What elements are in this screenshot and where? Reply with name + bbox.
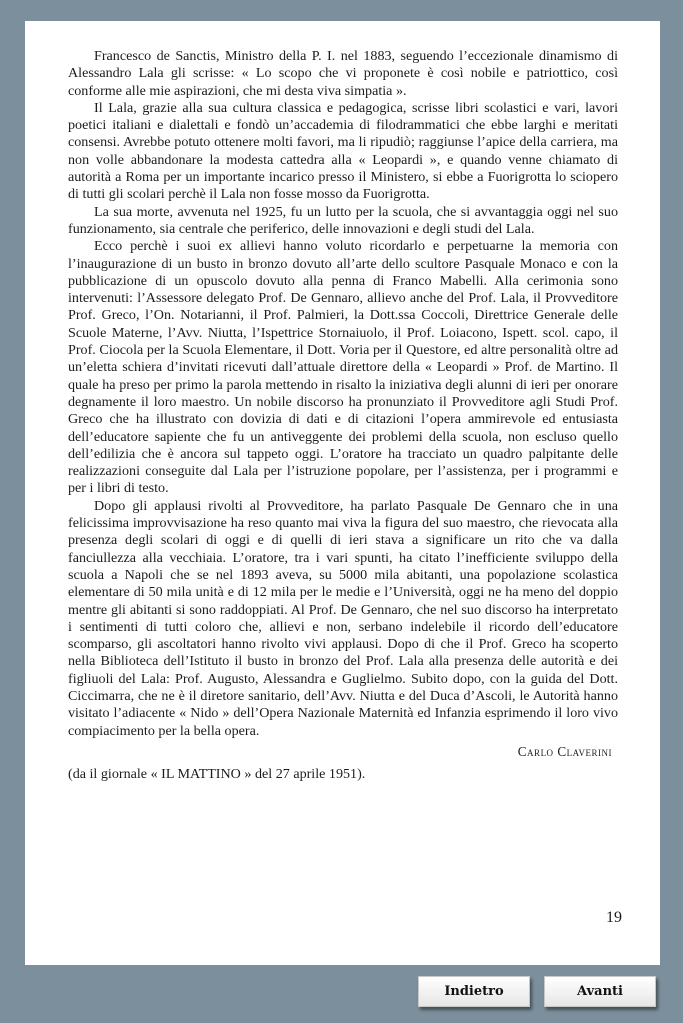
paragraph: Ecco perchè i suoi ex allievi hanno voluto ricordarlo e perpetuarne la memoria con l’inaugurazione di un busto in bronzo dovuto all’arte dello scultore Pasquale Monaco e con la pubblicazione di un opuscolo dovuto alla penna di Franco Mabelli. Alla cerimonia sono intervenuti: l’Assessore delegato Prof. De Gennaro, allievo anche del Prof. Lala, il Provveditore Prof. Greco, l’On. Notarianni, il Prof. Palmieri, la Dott.ssa Coccoli, Direttrice Generale delle Scuole Materne, l’Avv. Niutta, l’Ispettrice Stornaiuolo, il Prof. Loiacono, Ispett. scol. capo, il Prof. Ciocola per la Scuola Elementare, il Dott. Voria per il Questore, ed altre personalità oltre ad un’eletta schiera d’invitati ricevuti dall’attuale direttore della « Leopardi » Prof. de Martino. Il quale ha preso per primo la parola mettendo in risalto la iniziativa degli alunni di ieri per onorare degnamente il loro maestro. Un nobile discorso ha pronunziato il Provveditore agli Studi Prof. Greco che ha illustrato con dovizia di dati e di citazioni l’opera ammirevole ed entusiasta dell’educatore sapiente che fu un antiveggente dei problemi della scuola, non escluso quello dell’edilizia che è ancora sul tappeto oggi. L’oratore ha tracciato un quadro palpitante delle realizzazioni conseguite dal Lala per l’istruzione popolare, per l’assistenza, per i programmi e per i libri di testo. <box>68 238 618 497</box>
paragraph: Il Lala, grazie alla sua cultura classica e pedagogica, scrisse libri scolastici e vari, lavori poetici italiani e dialettali e fondò un’accademia di filodrammatici che ebbe larghi e meritati consensi. Avrebbe potuto ottenere molti favori, ma li ripudiò; raggiunse l’apice della carriera, ma non volle abbandonare la modesta cattedra alla « Leopardi », e quando venne chiamato di autorità a Roma per un importante incarico presso il Ministero, si ebbe a Fuorigrotta lo sciopero di tutti gli scolari perchè il Lala non fosse mosso da Fuorigrotta. <box>68 99 618 203</box>
article-text <box>68 48 618 783</box>
paragraph: La sua morte, avvenuta nel 1925, fu un lutto per la scuola, che si avvantaggia oggi nel suo funzionamento, sia centrale che periferico, delle innovazioni e degli studi del Lala. <box>68 203 618 237</box>
next-button[interactable]: Avanti <box>544 976 656 1007</box>
back-button[interactable]: Indietro <box>418 976 530 1007</box>
page-number: 19 <box>606 909 622 926</box>
document-page <box>25 21 660 965</box>
paragraph: Francesco de Sanctis, Ministro della P. I. nel 1883, seguendo l’eccezionale dinamismo di Alessandro Lala gli scrisse: « Lo scopo che vi proponete è così nobile e patriottico, così conforme alle mie aspirazioni, che mi desta viva simpatia ». <box>68 48 618 99</box>
author-signature: Carlo Claverini <box>517 743 612 759</box>
source-note: (da il giornale « IL MATTINO » del 27 aprile 1951). <box>68 766 366 783</box>
paragraph: Dopo gli applausi rivolti al Provveditore, ha parlato Pasquale De Gennaro che in una felicissima improvvisazione ha reso quanto mai viva la figura del suo maestro, che rievocata alla presenza degli scolari di oggi e di quelli di ieri stava a significare un rito che va dalla fanciullezza alla vecchiaia. L’oratore, tra i vari spunti, ha citato l’inefficiente sviluppo della scuola a Napoli che se nel 1893 aveva, su 5000 mila abitanti, una popolazione scolastica elementare di 50 mila unità e di 12 mila per le medie e l’Università, oggi ne ha meno del doppio mentre gli abitanti si sono raddoppiati. Al Prof. De Gennaro, che nel suo discorso ha interpretato i sentimenti di tutti coloro che, allievi e non, serbano indelebile il ricordo dell’educatore scomparso, gli ascoltatori hanno rivolto vivi applausi. Dopo di che il Prof. Greco ha scoperto nella Biblioteca dell’Istituto il busto in bronzo del Prof. Lala alla presenza delle autorità e dei figliuoli del Lala: Prof. Augusto, Alessandra e Guglielmo. Subito dopo, con la guida del Dott. Ciccimarra, che ne è il diretore sanitario, dell’Avv. Niutta e del Duca d’Ascoli, le Autorità hanno visitato l’adiacente « Nido » dell’Opera Nazionale Maternità ed Infanzia esprimendo il loro vivo compiacimento per la bella opera. <box>68 497 618 739</box>
